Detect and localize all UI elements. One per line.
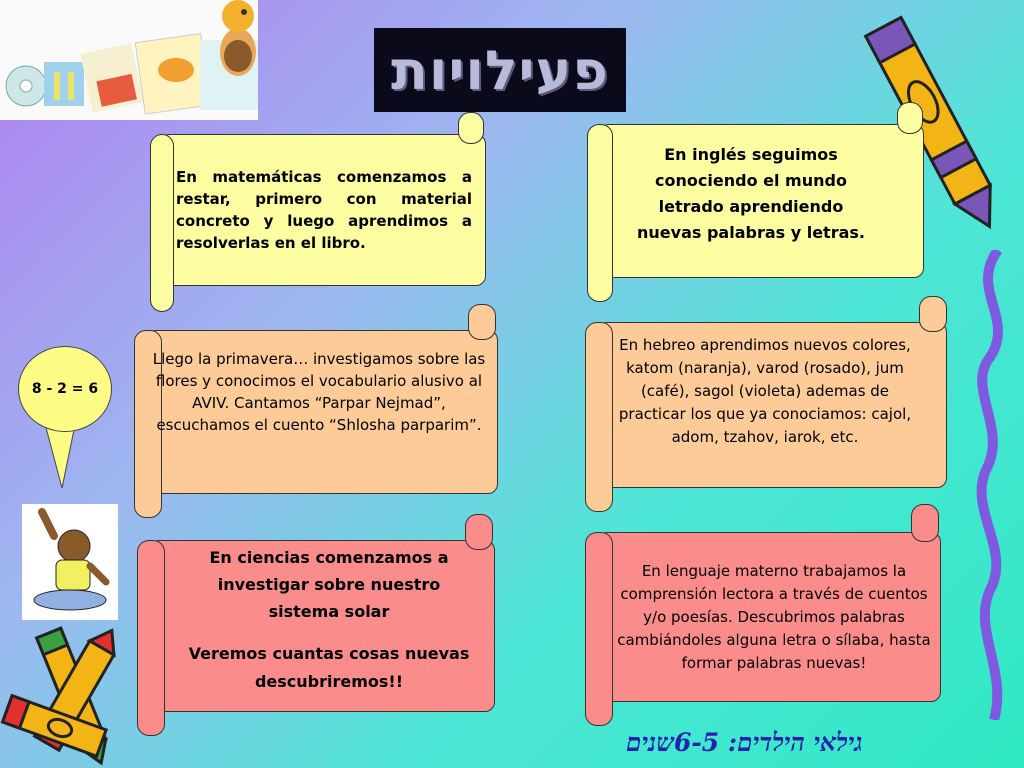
speech-bubble bbox=[18, 346, 112, 432]
crayons-icon bbox=[0, 618, 148, 768]
hebrew-scroll bbox=[585, 296, 947, 512]
language-scroll bbox=[585, 504, 941, 726]
language-text: En lenguaje materno trabajamos la comprensión lectora a través de cuentos y/o poesías. Descubrimos palabras cambiándoles alguna letra o sílaba, hasta formar palabras nuevas! bbox=[617, 562, 931, 672]
toys-photo bbox=[0, 0, 258, 120]
bubble-text: 8 - 2 = 6 bbox=[31, 381, 99, 397]
hebrew-text: En hebreo aprendimos nuevos colores, katom (naranja), varod (rosado), jum (café), sagol (violeta) ademas de practicar los que ya conociamos: cajol, adom, tzahov, iarok, etc. bbox=[618, 336, 912, 446]
science-scroll bbox=[137, 514, 495, 736]
science-text: En ciencias comenzamos a investigar sobre nuestro sistema solar bbox=[209, 548, 449, 621]
math-scroll bbox=[150, 112, 486, 312]
child-illustration bbox=[22, 504, 118, 620]
page-title-box bbox=[374, 28, 626, 112]
page-title: פעילויות bbox=[391, 38, 609, 102]
spring-text: Llego la primavera… investigamos sobre las flores y conocimos el vocabulario alusivo al AVIV. Cantamos “Parpar Nejmad”, escuchamos el cuento “Shlosha parparim”. bbox=[152, 350, 486, 434]
english-text: En inglés seguimos conociendo el mundo letrado aprendiendo nuevas palabras y letras. bbox=[637, 145, 865, 242]
math-text: En matemáticas comenzamos a restar, primero con material concreto y luego aprendimos a resolverlas en el libro. bbox=[176, 168, 472, 252]
wavy-line-decoration bbox=[968, 250, 1024, 720]
english-scroll bbox=[587, 102, 924, 302]
science-text-2: Veremos cuantas cosas nuevas descubriremos!! bbox=[188, 644, 470, 691]
age-footer: גילאי הילדים: 6-5שנים bbox=[626, 728, 863, 757]
spring-scroll bbox=[134, 304, 498, 518]
